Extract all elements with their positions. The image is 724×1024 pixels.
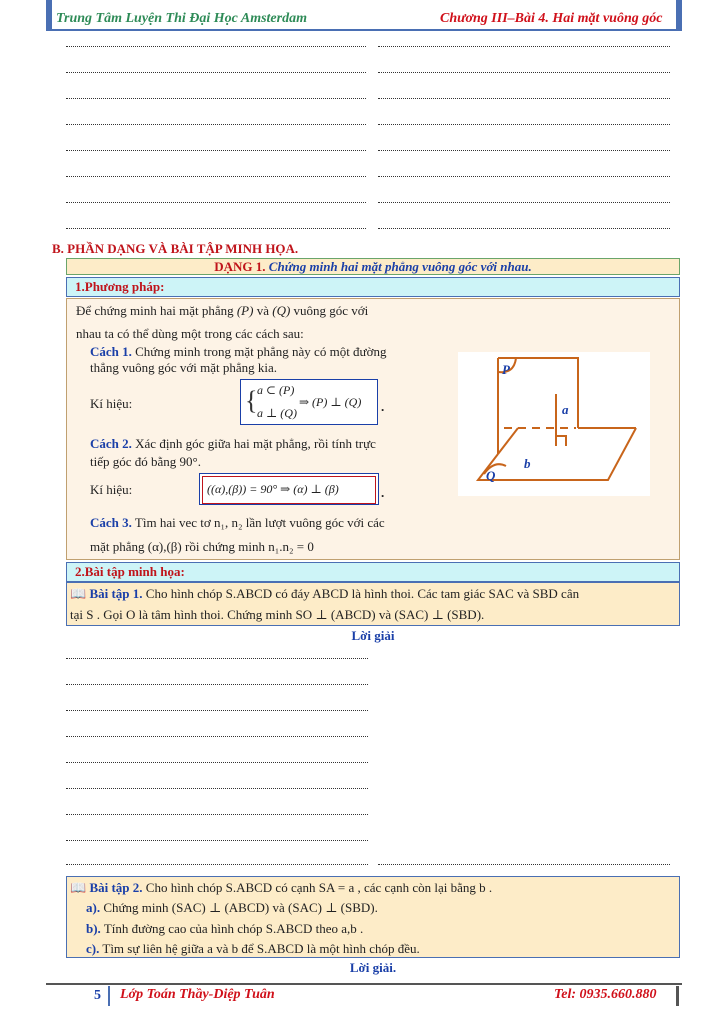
cach2-formula: ((α),(β)) = 90° ⇒ (α) ⊥ (β) — [202, 476, 376, 504]
header-chapter — [440, 11, 662, 27]
section-b-heading: B. PHẦN DẠNG VÀ BÀI TẬP MINH HỌA. — [52, 241, 299, 256]
intro-line-2: nhau ta có thể dùng một trong các cách sau: — [76, 326, 304, 341]
cach3-label: Cách 3. — [90, 515, 132, 530]
header-chapter-label: Chương III–Bài 4. — [440, 11, 549, 26]
intro-and: và — [256, 303, 269, 318]
exercise-2-label: Bài tập 2. — [89, 880, 143, 895]
plane-q: (Q) — [272, 303, 291, 318]
brace-glyph: { — [245, 386, 258, 415]
exercises-heading: 2.Bài tập minh họa: — [66, 562, 680, 582]
cach1-formula-box — [240, 379, 378, 425]
part-a-label: a). — [86, 900, 101, 915]
part-c-label: c). — [86, 941, 100, 956]
cach2-line-1 — [90, 435, 376, 452]
footer-phone: Tel: 0935.660.880 — [554, 987, 657, 1002]
cach1-sys-1: a ⊂ (P) — [257, 383, 295, 397]
header-accent-left — [46, 0, 52, 30]
exercise-2-line-1 — [70, 879, 492, 896]
intro-line-1 — [76, 302, 368, 319]
book-icon: 📖 — [70, 586, 87, 601]
dang1-title: Chứng minh hai mặt phẳng vuông góc với nhau. — [268, 259, 532, 274]
header-rule — [46, 29, 682, 31]
dang1-banner — [66, 258, 680, 275]
dang1-label: DẠNG 1. — [214, 259, 266, 274]
figure-label-q: Q — [486, 468, 496, 483]
exercise-2-part-a — [86, 899, 378, 916]
exercise-2-text-1: Cho hình chóp S.ABCD có cạnh SA = a , các cạnh còn lại bằng b . — [145, 880, 493, 895]
method-heading: 1.Phương pháp: — [66, 277, 680, 297]
solution-heading-1: Lời giải — [351, 628, 395, 643]
cach2-line-2: tiếp góc đó bằng 90°. — [90, 454, 201, 469]
header-accent-right — [676, 0, 682, 30]
cach3-text-1: Tìm hai vec tơ n₁, n₂ lần lượt vuông góc với các — [134, 515, 385, 530]
exercise-1-label: Bài tập 1. — [89, 586, 143, 601]
exercise-1-text-1: Cho hình chóp S.ABCD có đáy ABCD là hình thoi. Các tam giác SAC và SBD cân — [145, 586, 580, 601]
intro-text-a: Để chứng minh hai mặt phẳng — [76, 303, 234, 318]
cach2-label: Cách 2. — [90, 436, 132, 451]
cach2-text-1: Xác định góc giữa hai mặt phẳng, rồi tính trực — [135, 436, 376, 451]
footer-rule — [46, 983, 682, 985]
exercise-2-part-c — [86, 940, 420, 957]
plane-p: (P) — [236, 303, 254, 318]
cach2-kihieu: Kí hiệu: — [90, 482, 133, 497]
cach3-line-1 — [90, 514, 385, 531]
book-icon: 📖 — [70, 880, 87, 895]
cach3-line-2: mặt phẳng (α),(β) rồi chứng minh n₁.n₂ = 0 — [90, 539, 314, 554]
figure-label-b: b — [524, 456, 531, 471]
cach1-line-2: thẳng vuông góc với mặt phẳng kia. — [90, 360, 278, 375]
cach1-line-1 — [90, 343, 386, 360]
header-lesson-title: Hai mặt vuông góc — [552, 11, 663, 26]
header-center-name: Trung Tâm Luyện Thi Đại Học Amsterdam — [56, 11, 307, 26]
exercise-1-line-1 — [70, 585, 676, 602]
part-a-text: Chứng minh (SAC) ⊥ (ABCD) và (SAC) ⊥ (SBD). — [103, 900, 378, 915]
figure-label-p: P — [502, 362, 510, 377]
perpendicular-planes-figure — [458, 352, 650, 496]
footer-accent-right — [676, 986, 679, 1006]
exercise-1-line-2: tại S . Gọi O là tâm hình thoi. Chứng minh SO ⊥ (ABCD) và (SAC) ⊥ (SBD). — [70, 607, 485, 622]
intro-text-b: vuông góc với — [293, 303, 369, 318]
part-b-label: b). — [86, 921, 101, 936]
cach2-period: . — [381, 485, 385, 500]
cach1-sys-2: a ⊥ (Q) — [257, 406, 297, 420]
part-c-text: Tìm sự liên hệ giữa a và b để S.ABCD là một hình chóp đều. — [102, 941, 420, 956]
cach1-label: Cách 1. — [90, 344, 132, 359]
footer-class-name: Lớp Toán Thầy-Diệp Tuân — [120, 987, 275, 1002]
cach2-formula-box — [199, 473, 379, 505]
cach1-kihieu: Kí hiệu: — [90, 396, 133, 411]
solution-heading-2: Lời giải. — [349, 960, 397, 975]
page-number: 5 — [94, 988, 101, 1003]
cach1-conclusion: ⇒ (P) ⊥ (Q) — [299, 395, 362, 409]
figure-label-a: a — [562, 402, 569, 417]
footer-accent — [108, 986, 110, 1006]
cach1-text-1: Chứng minh trong mặt phẳng này có một đường — [135, 344, 387, 359]
part-b-text: Tính đường cao của hình chóp S.ABCD theo a,b . — [103, 921, 364, 936]
exercise-2-part-b — [86, 920, 363, 937]
cach1-period: . — [381, 399, 385, 414]
